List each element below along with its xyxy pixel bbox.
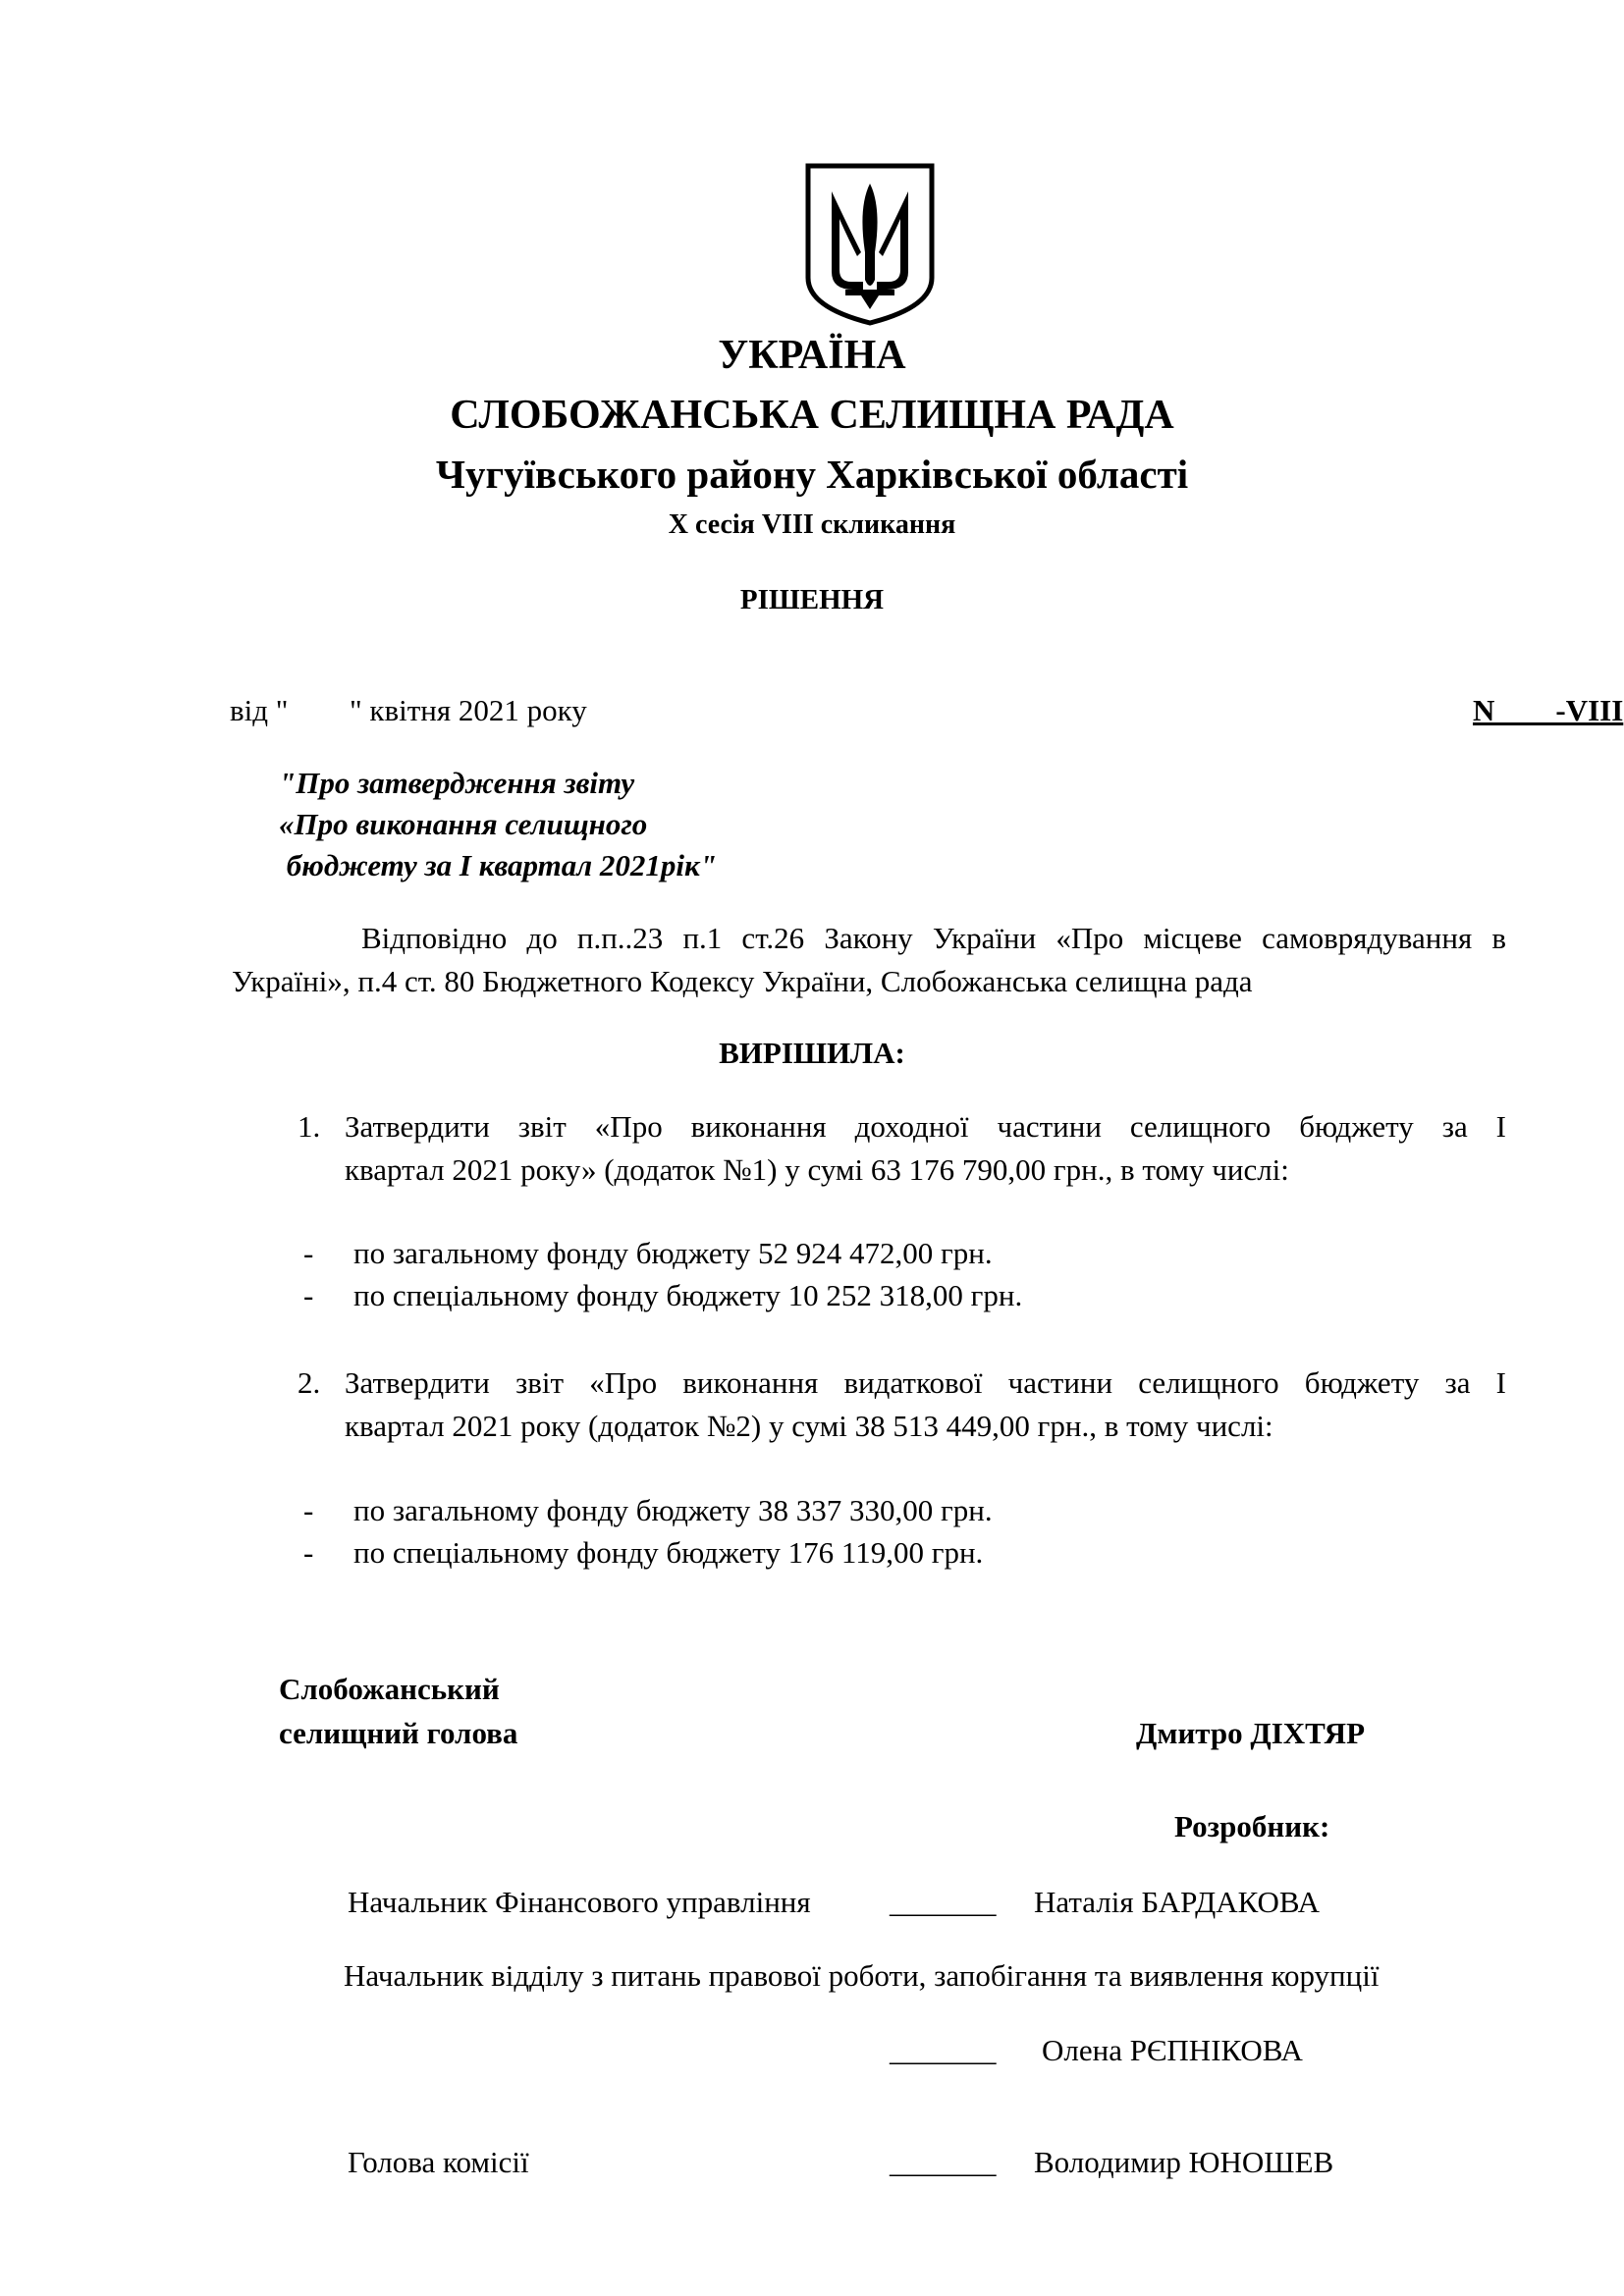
- legal-head-name: Олена РЄПНІКОВА: [1042, 2033, 1303, 2067]
- item-1-sub-1: по загальному фонду бюджету 52 924 472,00 грн.: [353, 1236, 993, 1270]
- document-type-heading: РІШЕННЯ: [739, 584, 885, 615]
- date-prefix: від ": [230, 693, 289, 727]
- item-2-sub-1-dash: -: [303, 1493, 314, 1527]
- preamble-line-2: Україні», п.4 ст. 80 Бюджетного Кодексу України, Слобожанська селищна рада: [232, 964, 1253, 998]
- item-2-number: 2.: [298, 1365, 321, 1400]
- item-1-sub-2: по спеціальному фонду бюджету 10 252 318,00 грн.: [353, 1278, 1023, 1312]
- item-2-line-2: квартал 2021 року (додаток №2) у сумі 38 513 449,00 грн., в тому числі:: [345, 1409, 1273, 1443]
- commission-head-name: Володимир ЮНОШЕВ: [1034, 2145, 1334, 2179]
- title-line-3: бюджету за І квартал 2021рік": [279, 848, 717, 882]
- item-1-sub-1-dash: -: [303, 1236, 314, 1270]
- item-1-sub-2-dash: -: [303, 1278, 314, 1312]
- coat-of-arms-emblem: [802, 162, 938, 327]
- developer-label: Розробник:: [1174, 1809, 1330, 1843]
- item-1-number: 1.: [298, 1109, 321, 1144]
- session-heading: Х сесія VIII скликання: [668, 509, 956, 540]
- legal-head-position: Начальник відділу з питань правової роботи, запобігання та виявлення корупції: [344, 1958, 1380, 1993]
- country-heading: УКРАЇНА: [718, 333, 906, 378]
- finance-head-position: Начальник Фінансового управління: [348, 1885, 811, 1919]
- date-suffix: " квітня 2021 року: [350, 693, 587, 727]
- district-heading: Чугуївського району Харківської області: [435, 452, 1189, 497]
- signatory-name: Дмитро ДІХТЯР: [1136, 1716, 1365, 1750]
- commission-signature-blank: _______: [890, 2145, 997, 2179]
- decision-number: N -VIII: [1473, 693, 1624, 727]
- title-line-2: «Про виконання селищного: [279, 807, 648, 841]
- item-1-line-2: квартал 2021 року» (додаток №1) у сумі 63 176 790,00 грн., в тому числі:: [345, 1152, 1289, 1187]
- item-1-line-1: Затвердити звіт «Про виконання доходної частини селищного бюджету за І: [345, 1109, 1506, 1144]
- finance-signature-blank: _______: [890, 1885, 997, 1919]
- preamble-line-1: Відповідно до п.п..23 п.1 ст.26 Закону України «Про місцеве самоврядування в: [361, 921, 1506, 955]
- decided-heading: ВИРІШИЛА:: [719, 1036, 905, 1070]
- council-heading: СЛОБОЖАНСЬКА СЕЛИЩНА РАДА: [450, 393, 1174, 438]
- title-line-1: "Про затвердження звіту: [279, 766, 635, 800]
- item-2-line-1: Затвердити звіт «Про виконання видаткової частини селищного бюджету за І: [345, 1365, 1506, 1400]
- item-2-sub-2: по спеціальному фонду бюджету 176 119,00 грн.: [353, 1535, 984, 1570]
- legal-signature-blank: _______: [890, 2033, 997, 2067]
- signatory-position-line-1: Слобожанський: [279, 1672, 500, 1706]
- item-2-sub-1: по загальному фонду бюджету 38 337 330,00 грн.: [353, 1493, 993, 1527]
- signatory-position-line-2: селищний голова: [279, 1716, 518, 1750]
- item-2-sub-2-dash: -: [303, 1535, 314, 1570]
- commission-head-position: Голова комісії: [348, 2145, 529, 2179]
- finance-head-name: Наталія БАРДАКОВА: [1034, 1885, 1321, 1919]
